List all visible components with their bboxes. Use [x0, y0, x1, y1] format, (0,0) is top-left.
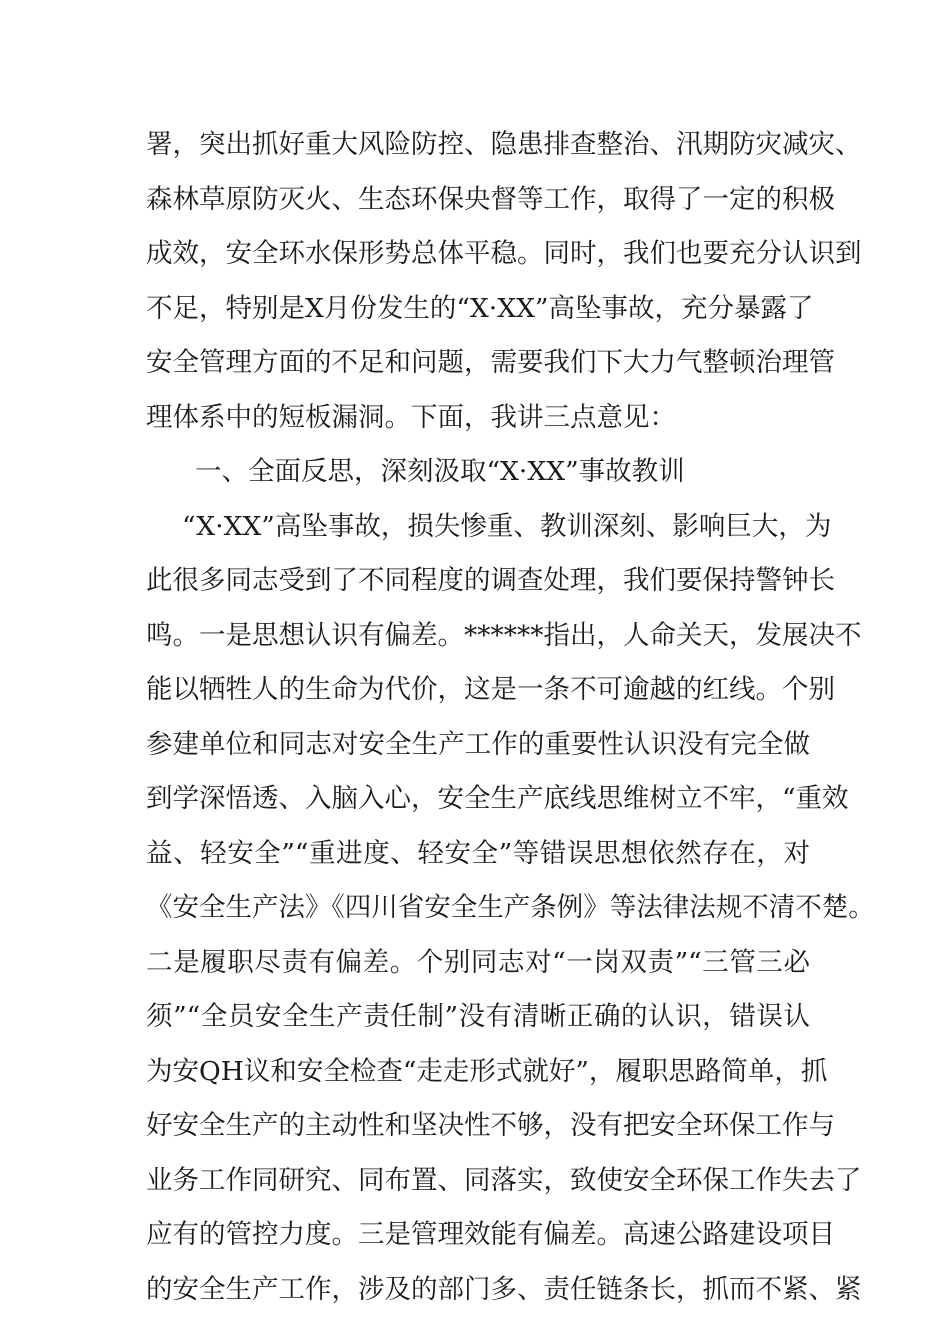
- text-line-3: 成效，安全环水保形势总体平稳。同时，我们也要充分认识到: [146, 238, 862, 269]
- text-line-2: 森林草原防灭火、生态环保央督等工作，取得了一定的积极: [146, 183, 835, 215]
- text-line-8: “X·XX”高坠事故，损失惨重、教训深刻、影响巨大，为: [182, 510, 832, 542]
- text-line-16: 二是履职尽责有偏差。个别同志对“一岗双责”“三管三必: [146, 946, 810, 978]
- text-line-5: 安全管理方面的不足和问题，需要我们下大力气整顿治理管: [146, 347, 835, 378]
- text-line-10: 鸣。一是思想认识有偏差。******指出，人命关天，发展决不: [146, 619, 862, 651]
- text-line-21: 应有的管控力度。三是管理效能有偏差。高速公路建设项目: [146, 1219, 835, 1250]
- text-line-13: 到学深悟透、入脑入心，安全生产底线思维树立不牢，“重效: [146, 783, 849, 814]
- text-line-20: 业务工作同研究、同布置、同落实，致使安全环保工作失去了: [146, 1164, 862, 1196]
- text-line-18: 为安QH议和安全检查“走走形式就好”，履职思路简单，抓: [146, 1055, 828, 1087]
- text-line-6: 理体系中的短板漏洞。下面，我讲三点意见：: [146, 401, 676, 433]
- body-text: [146, 118, 875, 1317]
- section-heading: 一、全面反思，深刻汲取“X·XX”事故教训: [195, 456, 685, 487]
- text-line-14: 益、轻安全”“重进度、轻安全”等错误思想依然存在，对: [146, 837, 810, 869]
- text-line-11: 能以牺牲人的生命为代价，这是一条不可逾越的红线。个别: [146, 674, 835, 705]
- text-line-15: 《安全生产法》《四川省安全生产条例》等法律法规不清不楚。: [146, 892, 875, 923]
- text-line-4: 不足，特别是X月份发生的“X·XX”高坠事故，充分暴露了: [146, 292, 814, 324]
- text-line-19: 好安全生产的主动性和坚决性不够，没有把安全环保工作与: [146, 1110, 835, 1141]
- text-line-17: 须”“全员安全生产责任制”没有清晰正确的认识，错误认: [146, 1001, 810, 1032]
- text-line-12: 参建单位和同志对安全生产工作的重要性认识没有完全做: [146, 728, 810, 760]
- text-line-1: 署，突出抓好重大风险防控、隐患排查整治、汛期防灾减灾、: [146, 129, 862, 160]
- text-line-22: 的安全生产工作，涉及的部门多、责任链条长，抓而不紧、紧: [146, 1273, 862, 1305]
- text-line-9: 此很多同志受到了不同程度的调查处理，我们要保持警钟长: [146, 565, 835, 596]
